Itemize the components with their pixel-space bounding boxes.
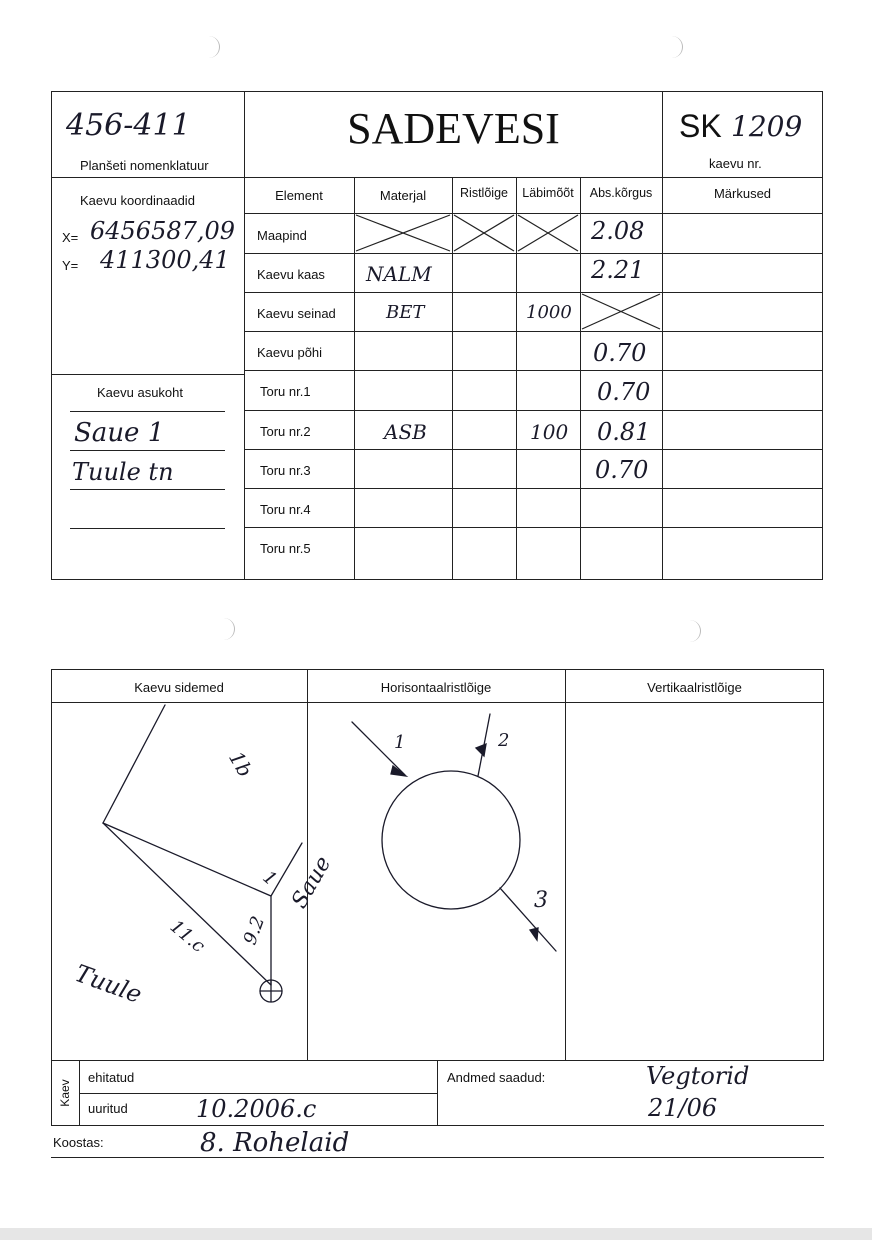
data-value: Vegtorid [646, 1062, 750, 1090]
well-label: kaevu nr. [709, 156, 762, 171]
kaev-side-label: Kaev [58, 1079, 72, 1107]
cell-abs: 0.70 [593, 339, 647, 367]
street-label: Saue [287, 852, 337, 913]
col-header-ristloige: Ristlõige [460, 186, 508, 200]
col-header-markused: Märkused [713, 186, 772, 201]
data-value: 21/06 [648, 1094, 718, 1122]
cell-abs: 0.70 [595, 456, 649, 484]
y-value: 411300,41 [100, 246, 230, 274]
page-title: SADEVESI [347, 104, 560, 153]
surveyed-value: 10.2006.c [196, 1095, 317, 1123]
nomenclature-label: Planšeti nomenklatuur [80, 158, 209, 173]
tie-label: 1b [223, 746, 258, 782]
table-row-element: Maapind [257, 228, 307, 243]
sketch-col-horizontal: Horisontaalristlõige [380, 680, 492, 695]
well-number: 1209 [731, 110, 803, 143]
scan-edge [0, 1228, 872, 1240]
street-label: Tuule [71, 959, 146, 1009]
col-header-materjal: Materjal [379, 188, 427, 203]
table-row-element: Toru nr.3 [260, 463, 311, 478]
cell-materjal: BET [386, 302, 425, 323]
location-line1: Saue 1 [74, 418, 165, 448]
pipe-1-arrow [391, 766, 406, 776]
cell-labimoot: 1000 [526, 302, 572, 323]
compiler-label: Koostas: [53, 1135, 104, 1150]
built-label: ehitatud [88, 1070, 135, 1085]
well-prefix: SK [679, 108, 722, 144]
cell-abs: 0.81 [597, 418, 651, 446]
cell-abs: 2.21 [591, 256, 645, 284]
table-row-element: Toru nr.1 [260, 384, 311, 399]
surveyed-label: uuritud [88, 1101, 128, 1116]
cell-abs: 0.70 [597, 378, 651, 406]
table-row-element: Toru nr.4 [260, 502, 311, 517]
cell-labimoot: 100 [530, 420, 569, 444]
tie-label: 11.c [165, 916, 209, 957]
cell-materjal: NALM [366, 262, 432, 286]
location-line2: Tuule tn [72, 458, 174, 486]
well-circle [382, 771, 520, 909]
pipe-label: 1 [394, 732, 406, 753]
col-header-abs: Abs.kõrgus [589, 186, 653, 200]
pipe-label: 2 [498, 730, 510, 751]
pipe-3-arrow [530, 928, 538, 940]
cell-materjal: ASB [384, 420, 427, 444]
tie-line [103, 823, 271, 985]
table-row-element: Toru nr.5 [260, 541, 311, 556]
y-label: Y= [62, 258, 79, 273]
table-row-element: Kaevu põhi [257, 345, 323, 360]
compiler-signature: 8. Rohelaid [200, 1128, 350, 1158]
pipe-label: 3 [534, 888, 548, 913]
col-header-element: Element [275, 188, 323, 203]
table-row-element: Kaevu seinad [257, 306, 336, 321]
data-label: Andmed saadud: [447, 1070, 546, 1085]
tie-label: 1 [258, 866, 281, 891]
pipe-2-arrow [476, 744, 486, 756]
table-row-element: Kaevu kaas [257, 267, 325, 282]
sketch-col-vertical: Vertikaalristlõige [647, 680, 742, 695]
x-value: 6456587,09 [90, 217, 236, 245]
tie-label: 9.2 [239, 913, 270, 948]
table-row-element: Toru nr.2 [260, 424, 311, 439]
coordinates-label: Kaevu koordinaadid [80, 193, 195, 208]
col-header-labimoot: Läbimõõt [522, 186, 574, 200]
nomenclature-value: 456-411 [66, 108, 191, 143]
location-label: Kaevu asukoht [97, 385, 184, 400]
sketch-col-ties: Kaevu sidemed [134, 680, 224, 695]
cell-abs: 2.08 [591, 217, 645, 245]
x-label: X= [62, 230, 79, 245]
